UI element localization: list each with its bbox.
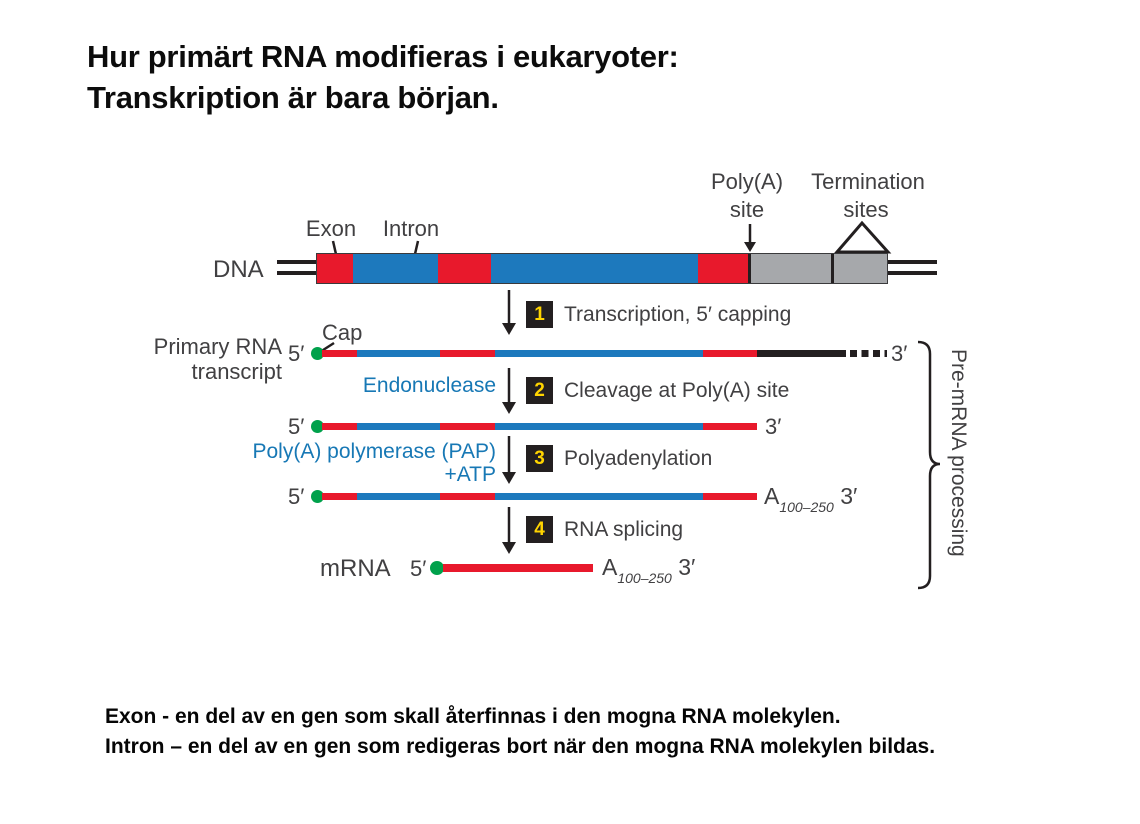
rna-exon-segment — [440, 350, 495, 357]
dna-bar — [316, 253, 888, 284]
step4-number-box — [526, 516, 553, 543]
atp-label: +ATP — [444, 463, 496, 486]
step1-number-box — [526, 301, 553, 328]
primary-rna-transcript-label — [122, 334, 282, 384]
rna-exon-segment — [322, 350, 357, 357]
exon-label: Exon — [305, 216, 357, 241]
mrna-label: mRNA — [320, 555, 391, 582]
dna-downstream-segment — [834, 254, 887, 283]
intron-label: Intron — [382, 216, 440, 241]
step4-label: RNA splicing — [564, 518, 684, 541]
step1-arrow — [502, 290, 516, 335]
step3-number-box — [526, 445, 553, 472]
primary-label-line2: transcript — [191, 359, 282, 384]
exon-definition: Exon - en del av en gen som skall återfinnas i den mogna RNA molekylen. — [105, 705, 841, 728]
row3-three-prime: 3′ — [840, 483, 858, 509]
dna-exon-segment — [698, 254, 748, 283]
row1-three-prime: 3′ — [891, 341, 908, 366]
polya-site-label-line2: site — [729, 197, 765, 222]
dna-line — [886, 271, 937, 275]
termination-triangle — [837, 223, 888, 252]
termination-label-line2: sites — [843, 197, 889, 222]
polya-site-label-line1: Poly(A) — [710, 169, 784, 194]
dna-downstream-segment — [751, 254, 831, 283]
step1-label: Transcription, 5′ capping — [564, 303, 792, 326]
rna-intron-segment — [495, 423, 703, 430]
rna-exon-segment — [703, 350, 757, 357]
dna-line — [886, 260, 937, 264]
step1-number: 1 — [534, 303, 545, 325]
row3-five-prime: 5′ — [288, 484, 305, 509]
dna-exon-segment — [317, 254, 353, 283]
mrna-polya-tail — [602, 554, 695, 584]
polya-tail-A: A — [602, 554, 618, 580]
step2-arrow — [502, 368, 516, 414]
rna-exon-segment — [703, 493, 757, 500]
polya-tail-A: A — [764, 483, 780, 509]
rna-intron-segment — [495, 493, 703, 500]
step2-label: Cleavage at Poly(A) site — [564, 379, 790, 402]
rna-exon-segment — [703, 423, 757, 430]
termination-label-line1: Termination — [811, 169, 925, 194]
rna-intron-segment — [357, 350, 440, 357]
step4-arrow — [502, 507, 516, 554]
dna-line — [277, 260, 318, 264]
rna-intron-segment — [357, 493, 440, 500]
mrna-three-prime: 3′ — [678, 554, 696, 580]
intron-definition: Intron – en del av en gen som redigeras bort när den mogna RNA molekylen bildas. — [105, 735, 936, 758]
pap-label: Poly(A) polymerase (PAP) — [252, 440, 496, 463]
dna-exon-segment — [438, 254, 491, 283]
pre-mrna-processing-label: Pre-mRNA processing — [947, 349, 970, 557]
step3-arrow — [502, 436, 516, 484]
row2-five-prime: 5′ — [288, 414, 305, 439]
step2-number-box — [526, 377, 553, 404]
title-line-2: Transkription är bara början. — [87, 80, 499, 115]
mature-mrna-segment — [443, 564, 593, 572]
step3-number: 3 — [534, 447, 545, 469]
pre-mrna-brace — [918, 342, 940, 588]
step2-number: 2 — [534, 379, 545, 401]
dna-intron-segment — [353, 254, 438, 283]
row3-polya-tail — [764, 483, 857, 513]
title-line-1: Hur primärt RNA modifieras i eukaryoter: — [87, 39, 679, 74]
rna-downstream-segment — [757, 350, 846, 357]
step4-number: 4 — [534, 518, 545, 540]
endonuclease-label: Endonuclease — [362, 374, 496, 397]
rna-exon-segment — [322, 423, 357, 430]
dna-line — [277, 271, 318, 275]
rna-intron-segment — [357, 423, 440, 430]
primary-label-line1: Primary RNA — [153, 334, 282, 359]
dna-intron-segment — [491, 254, 698, 283]
rna-exon-segment — [440, 423, 495, 430]
polya-tail-count: 100–250 — [779, 498, 834, 515]
dna-label: DNA — [213, 256, 264, 283]
footnotes — [105, 702, 935, 762]
rna-exon-segment — [322, 493, 357, 500]
polya-site-arrowhead — [744, 242, 756, 252]
step3-label: Polyadenylation — [564, 447, 713, 470]
cap-dot — [430, 561, 444, 575]
row2-three-prime: 3′ — [765, 414, 782, 439]
row1-five-prime: 5′ — [288, 341, 305, 366]
rna-exon-segment — [440, 493, 495, 500]
polya-tail-count: 100–250 — [617, 569, 672, 586]
mrna-five-prime: 5′ — [410, 556, 427, 581]
cap-label: Cap — [322, 320, 363, 345]
rna-intron-segment — [495, 350, 703, 357]
